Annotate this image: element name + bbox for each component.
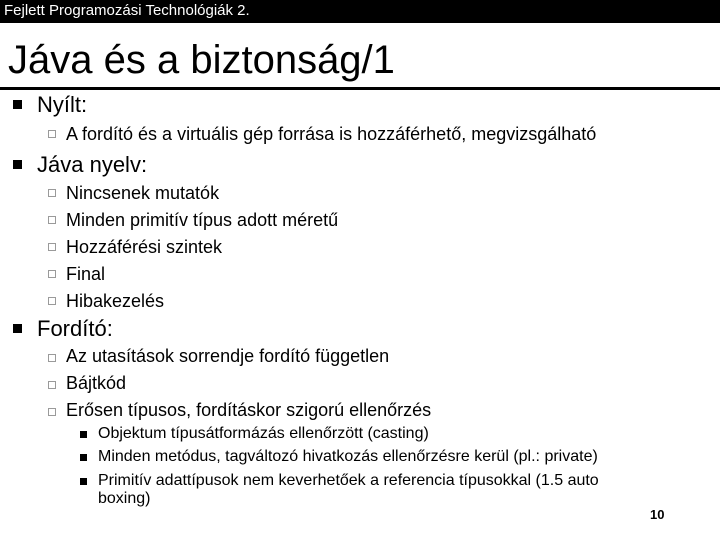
small-square-bullet-icon xyxy=(80,478,87,485)
bullet-compiler: Fordító: xyxy=(37,316,113,341)
sub-bullet-primitive-size: Minden primitív típus adott méretű xyxy=(66,210,339,230)
sub-bullet-instruction-order: Az utasítások sorrendje fordító független xyxy=(66,346,390,366)
bullet-open: Nyílt: xyxy=(37,92,88,117)
hollow-square-bullet-icon xyxy=(48,243,56,251)
sub-sub-bullet-primitives-line2: boxing) xyxy=(98,490,151,507)
sub-bullet-strongly-typed: Erősen típusos, fordításkor szigorú ellenőrzés xyxy=(66,400,432,420)
sub-bullet-source-available: A fordító és a virtuális gép forrása is hozzáférhető, megvizsgálható xyxy=(66,124,597,144)
hollow-square-bullet-icon xyxy=(48,354,56,362)
sub-bullet-error-handling: Hibakezelés xyxy=(66,291,165,311)
course-title: Fejlett Programozási Technológiák 2. xyxy=(4,2,250,19)
sub-sub-bullet-casting: Objektum típusátformázás ellenőrzött (casting) xyxy=(98,425,429,442)
square-bullet-icon xyxy=(13,324,22,333)
hollow-square-bullet-icon xyxy=(48,270,56,278)
sub-bullet-bytecode: Bájtkód xyxy=(66,373,127,393)
sub-sub-bullet-member-check: Minden metódus, tagváltozó hivatkozás ellenőrzésre kerül (pl.: private) xyxy=(98,448,598,465)
sub-bullet-no-pointers: Nincsenek mutatók xyxy=(66,183,220,203)
slide-title: Jáva és a biztonság/1 xyxy=(8,38,395,82)
small-square-bullet-icon xyxy=(80,431,87,438)
small-square-bullet-icon xyxy=(80,454,87,461)
hollow-square-bullet-icon xyxy=(48,381,56,389)
hollow-square-bullet-icon xyxy=(48,297,56,305)
square-bullet-icon xyxy=(13,100,22,109)
sub-bullet-final: Final xyxy=(66,264,106,284)
hollow-square-bullet-icon xyxy=(48,216,56,224)
sub-bullet-access-levels: Hozzáférési szintek xyxy=(66,237,223,257)
sub-sub-bullet-primitives-line1: Primitív adattípusok nem keverhetőek a referencia típusokkal (1.5 auto xyxy=(98,472,599,489)
square-bullet-icon xyxy=(13,160,22,169)
hollow-square-bullet-icon xyxy=(48,408,56,416)
page-number: 10 xyxy=(650,507,665,522)
hollow-square-bullet-icon xyxy=(48,130,56,138)
title-divider xyxy=(0,87,720,90)
hollow-square-bullet-icon xyxy=(48,189,56,197)
header-bar xyxy=(0,0,720,23)
bullet-java-language: Jáva nyelv: xyxy=(37,152,148,177)
